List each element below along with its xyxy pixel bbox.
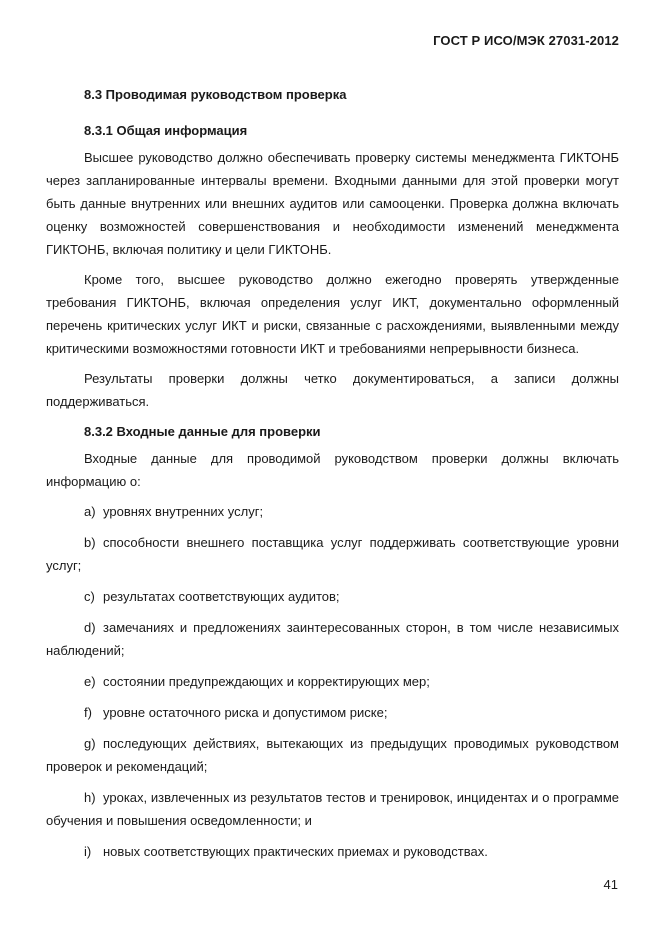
list-marker: e) (84, 674, 96, 689)
list-item (46, 585, 619, 608)
page-content (46, 80, 619, 871)
paragraph: Результаты проверки должны четко документироваться, а записи должны поддерживаться. (46, 371, 619, 409)
list-item-text: уроках, извлеченных из результатов тестов и тренировок, инцидентах и о программе обучения и повышения осведомленности; и (46, 790, 619, 828)
paragraph: Высшее руководство должно обеспечивать проверку системы менеджмента ГИКТОНБ через запланированные интервалы времени. Входными данными для этой проверки могут быть данные внутренних или внешних аудитов или самооценки. Проверка должна включать оценку возможностей совершенствования и необходимости изменений менеджмента ГИКТОНБ, включая политику и цели ГИКТОНБ. (46, 150, 619, 257)
input-list (46, 500, 619, 863)
list-marker: h) (84, 790, 96, 805)
list-item (46, 500, 619, 523)
list-intro: Входные данные для проводимой руководством проверки должны включать информацию о: (46, 451, 619, 489)
list-marker: f) (84, 705, 92, 720)
list-marker: a) (84, 504, 96, 519)
list-item (46, 531, 619, 577)
list-item (46, 670, 619, 693)
list-item-text: новых соответствующих практических приемах и руководствах. (103, 844, 488, 859)
list-item-text: результатах соответствующих аудитов; (103, 589, 340, 604)
paragraph: Кроме того, высшее руководство должно ежегодно проверять утвержденные требования ГИКТОНБ, включая определения услуг ИКТ, документально оформленный перечень критических услуг ИКТ и риски, связанные с расхождениями, выявленными между критическими возможностями готовности ИКТ и требованиями непрерывности бизнеса. (46, 272, 619, 356)
list-item-text: замечаниях и предложениях заинтересованных сторон, в том числе независимых наблюдений; (46, 620, 619, 658)
list-item-text: способности внешнего поставщика услуг поддерживать соответствующие уровни услуг; (46, 535, 619, 573)
section-title: 8.3 Проводимая руководством проверка (84, 87, 347, 102)
page-number: 41 (603, 877, 618, 892)
list-marker: d) (84, 620, 96, 635)
list-item-text: уровне остаточного риска и допустимом риске; (103, 705, 388, 720)
subsection-title-inputs: 8.3.2 Входные данные для проверки (84, 424, 321, 439)
list-marker: c) (84, 589, 95, 604)
list-item (46, 616, 619, 662)
subsection-title-general: 8.3.1 Общая информация (84, 123, 248, 138)
list-marker: g) (84, 736, 96, 751)
document-header: ГОСТ Р ИСО/МЭК 27031-2012 (433, 33, 619, 48)
list-item (46, 701, 619, 724)
list-marker: b) (84, 535, 96, 550)
list-item-text: состоянии предупреждающих и корректирующих мер; (103, 674, 430, 689)
list-item (46, 732, 619, 778)
list-item-text: последующих действиях, вытекающих из предыдущих проводимых руководством проверок и рекомендаций; (46, 736, 619, 774)
list-marker: i) (84, 844, 92, 859)
list-item (46, 840, 619, 863)
list-item (46, 786, 619, 832)
list-item-text: уровнях внутренних услуг; (103, 504, 264, 519)
